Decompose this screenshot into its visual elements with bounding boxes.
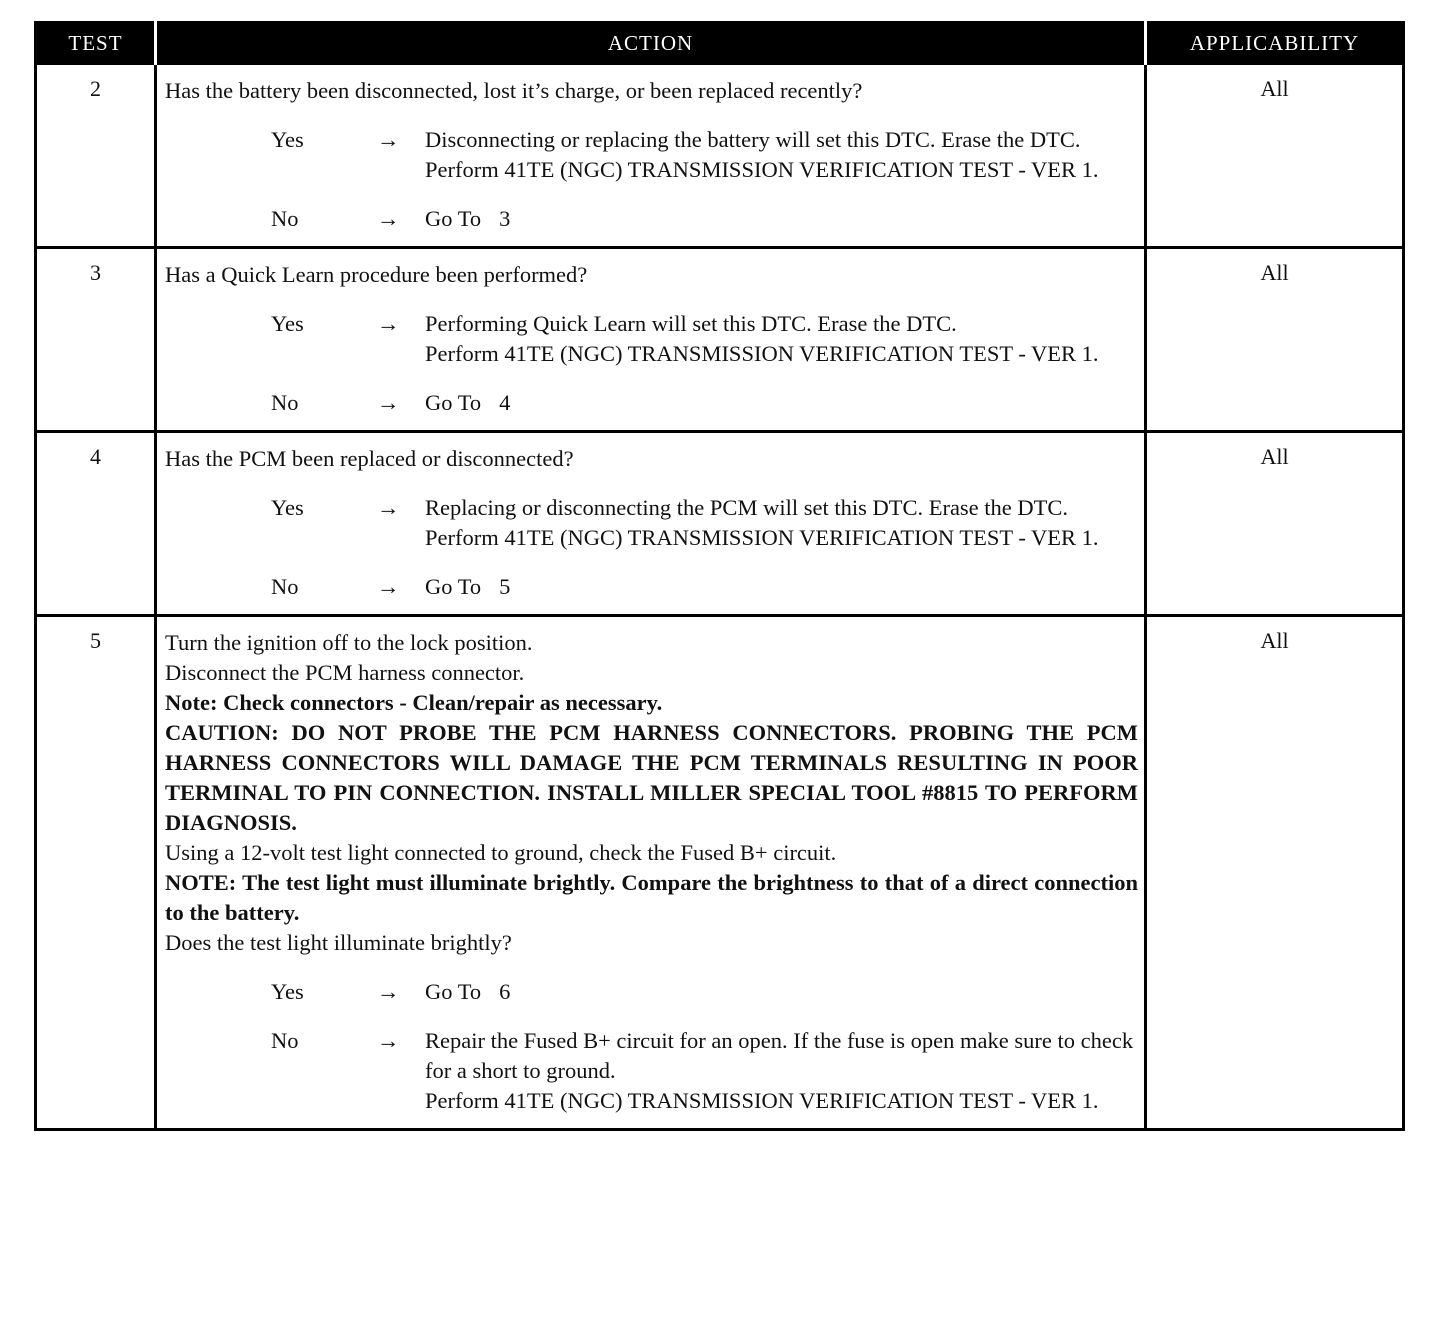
yes-result bbox=[425, 977, 1138, 1007]
applicability-value: All bbox=[1146, 248, 1404, 432]
yes-result bbox=[425, 493, 1138, 553]
yes-result bbox=[425, 125, 1138, 185]
arrow-icon: → bbox=[377, 311, 400, 336]
no-result bbox=[425, 572, 1138, 602]
yes-result-text: Disconnecting or replacing the battery will set this DTC. Erase the DTC. bbox=[425, 127, 1081, 152]
yes-label: Yes bbox=[271, 495, 304, 520]
goto-test-link[interactable]: 5 bbox=[499, 574, 511, 599]
test-number: 5 bbox=[36, 616, 156, 1130]
arrow-icon: → bbox=[377, 206, 400, 231]
no-result bbox=[425, 1026, 1138, 1116]
goto-text: Go To bbox=[425, 979, 482, 1004]
instruction-text: Using a 12-volt test light connected to ground, check the Fused B+ circuit. bbox=[165, 840, 837, 865]
note-text: NOTE: The test light must illuminate brightly. Compare the brightness to that of a direct connection to the battery. bbox=[165, 870, 1138, 925]
yes-result bbox=[425, 309, 1138, 369]
no-result bbox=[425, 204, 1138, 234]
action-cell bbox=[156, 64, 1146, 248]
action-cell bbox=[156, 616, 1146, 1130]
no-outcome bbox=[165, 1026, 1138, 1116]
yes-outcome bbox=[165, 977, 1138, 1007]
goto-text: Go To bbox=[425, 574, 482, 599]
test-number: 3 bbox=[36, 248, 156, 432]
yes-label: Yes bbox=[271, 979, 304, 1004]
no-result-text: Repair the Fused B+ circuit for an open. If the fuse is open make sure to check for a short to ground. bbox=[425, 1028, 1134, 1083]
arrow-icon: → bbox=[377, 979, 400, 1004]
yes-label: Yes bbox=[271, 311, 304, 336]
yes-outcome bbox=[165, 493, 1138, 553]
test-question: Does the test light illuminate brightly? bbox=[165, 930, 512, 955]
no-outcome bbox=[165, 572, 1138, 602]
applicability-value: All bbox=[1146, 64, 1404, 248]
table-row bbox=[36, 64, 1404, 248]
verification-test-text: Perform 41TE (NGC) TRANSMISSION VERIFICATION TEST - VER 1. bbox=[425, 525, 1099, 550]
arrow-icon: → bbox=[377, 1028, 400, 1053]
no-result bbox=[425, 388, 1138, 418]
test-number: 4 bbox=[36, 432, 156, 616]
note-text: Note: Check connectors - Clean/repair as necessary. bbox=[165, 690, 663, 715]
table-row bbox=[36, 616, 1404, 1130]
verification-test-text: Perform 41TE (NGC) TRANSMISSION VERIFICATION TEST - VER 1. bbox=[425, 157, 1099, 182]
instruction-text: Turn the ignition off to the lock position. bbox=[165, 630, 533, 655]
applicability-value: All bbox=[1146, 432, 1404, 616]
goto-text: Go To bbox=[425, 390, 482, 415]
arrow-icon: → bbox=[377, 495, 400, 520]
verification-test-text: Perform 41TE (NGC) TRANSMISSION VERIFICATION TEST - VER 1. bbox=[425, 341, 1099, 366]
test-question: Has a Quick Learn procedure been performed? bbox=[165, 262, 588, 287]
no-label: No bbox=[271, 574, 299, 599]
test-number: 2 bbox=[36, 64, 156, 248]
no-outcome bbox=[165, 204, 1138, 234]
table-row bbox=[36, 432, 1404, 616]
header-test: TEST bbox=[36, 23, 156, 64]
header-applicability: APPLICABILITY bbox=[1146, 23, 1404, 64]
table-header-row bbox=[36, 23, 1404, 64]
verification-test-text: Perform 41TE (NGC) TRANSMISSION VERIFICATION TEST - VER 1. bbox=[425, 1088, 1099, 1113]
instruction-text: Disconnect the PCM harness connector. bbox=[165, 660, 525, 685]
no-label: No bbox=[271, 206, 299, 231]
table-row bbox=[36, 248, 1404, 432]
arrow-icon: → bbox=[377, 390, 400, 415]
no-label: No bbox=[271, 1028, 299, 1053]
action-cell bbox=[156, 432, 1146, 616]
action-cell bbox=[156, 248, 1146, 432]
diagnostic-test-table bbox=[34, 21, 1405, 1131]
test-question: Has the battery been disconnected, lost it’s charge, or been replaced recently? bbox=[165, 78, 863, 103]
yes-label: Yes bbox=[271, 127, 304, 152]
goto-test-link[interactable]: 3 bbox=[499, 206, 511, 231]
caution-text: CAUTION: DO NOT PROBE THE PCM HARNESS CONNECTORS. PROBING THE PCM HARNESS CONNECTORS WILL DAMAGE THE PCM TERMINALS RESULTING IN POOR TERMINAL TO PIN CONNECTION. INSTALL MILLER SPECIAL TOOL #8815 TO PERFORM DIAGNOSIS. bbox=[165, 720, 1138, 835]
arrow-icon: → bbox=[377, 127, 400, 152]
no-label: No bbox=[271, 390, 299, 415]
yes-outcome bbox=[165, 309, 1138, 369]
yes-outcome bbox=[165, 125, 1138, 185]
goto-test-link[interactable]: 4 bbox=[499, 390, 511, 415]
goto-text: Go To bbox=[425, 206, 482, 231]
no-outcome bbox=[165, 388, 1138, 418]
yes-result-text: Replacing or disconnecting the PCM will set this DTC. Erase the DTC. bbox=[425, 495, 1069, 520]
arrow-icon: → bbox=[377, 574, 400, 599]
yes-result-text: Performing Quick Learn will set this DTC. Erase the DTC. bbox=[425, 311, 957, 336]
applicability-value: All bbox=[1146, 616, 1404, 1130]
header-action: ACTION bbox=[156, 23, 1146, 64]
test-question: Has the PCM been replaced or disconnected? bbox=[165, 446, 574, 471]
goto-test-link[interactable]: 6 bbox=[499, 979, 511, 1004]
